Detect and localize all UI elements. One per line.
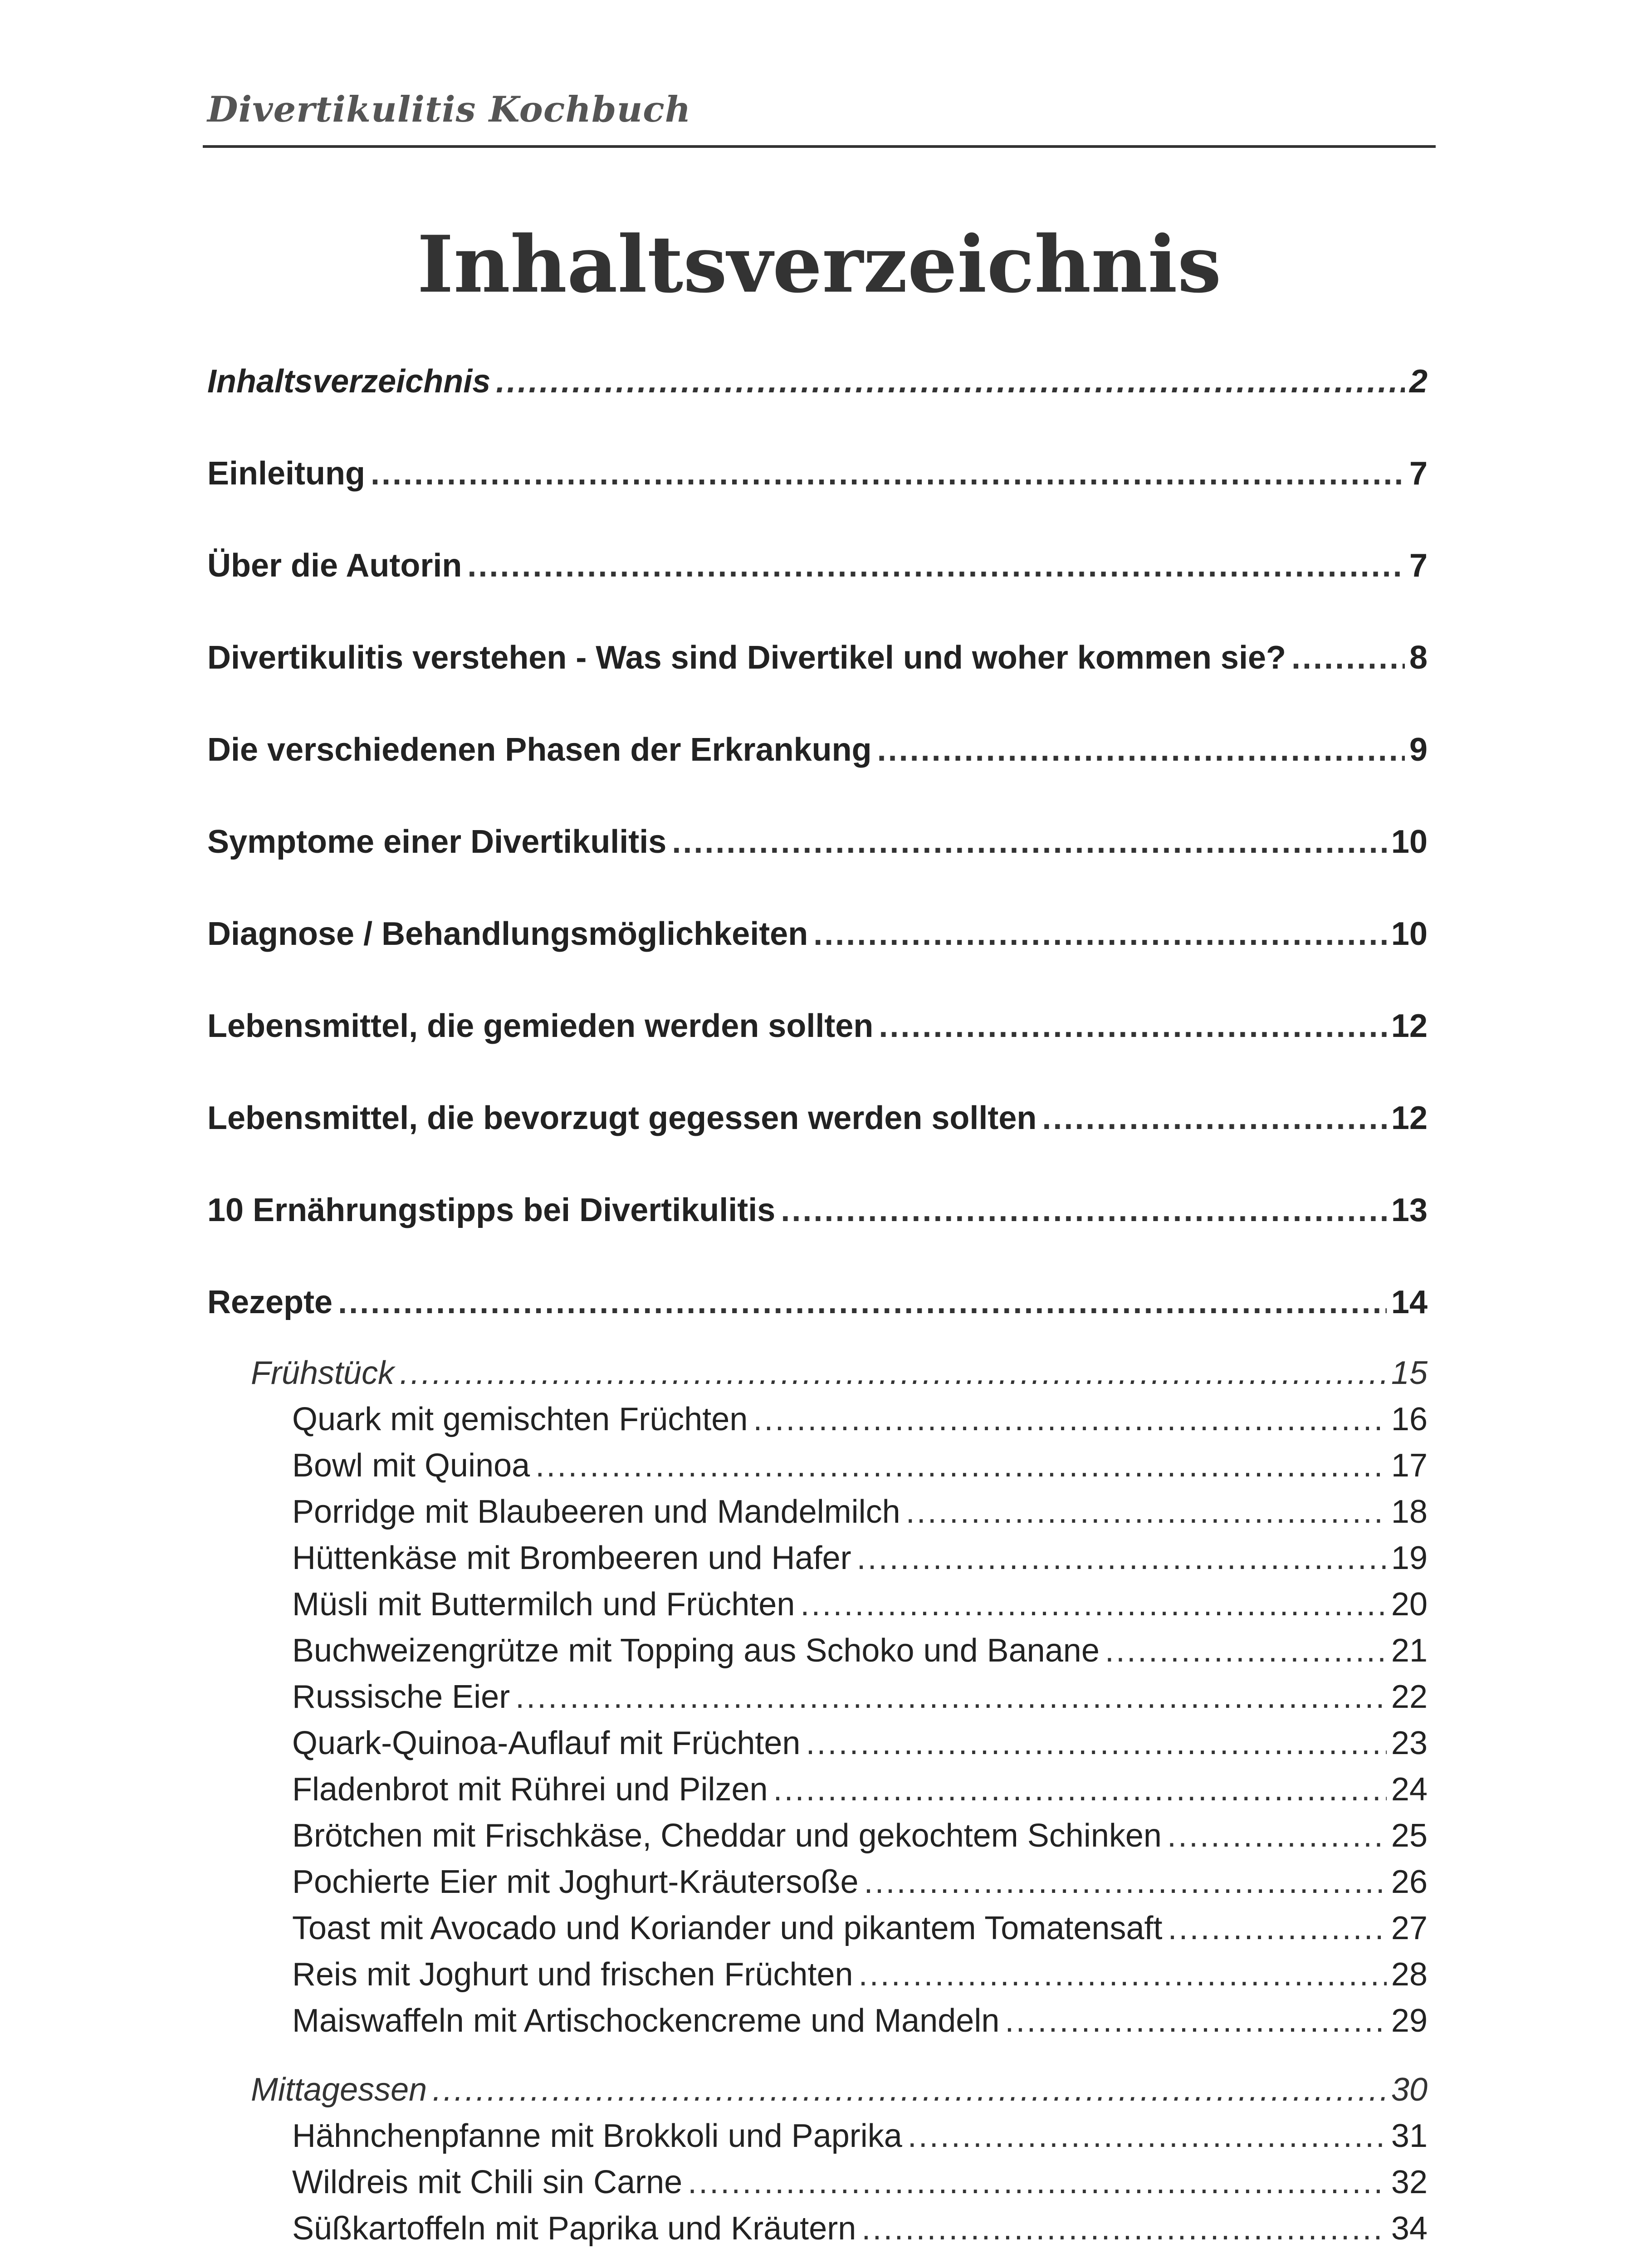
toc-page-number: 2 <box>1409 363 1428 400</box>
toc-page-number: 29 <box>1391 2003 1428 2039</box>
toc-leader <box>1167 1817 1387 1854</box>
toc-recipe-entry[interactable] <box>292 2002 1428 2039</box>
toc-entry-label: Divertikulitis verstehen - Was sind Divertikel und woher kommen sie? <box>207 640 1286 676</box>
toc-section-mittagessen[interactable] <box>251 2071 1428 2108</box>
toc-leader <box>688 2164 1387 2201</box>
toc-leader <box>857 1540 1387 1577</box>
toc-leader <box>877 731 1405 768</box>
toc-page-number: 28 <box>1391 1956 1428 1993</box>
toc-entry-label: Frühstück <box>251 1355 395 1391</box>
toc-page-number: 15 <box>1391 1355 1428 1391</box>
toc-entry-label: Brötchen mit Frischkäse, Cheddar und gekochtem Schinken <box>292 1818 1162 1854</box>
toc-recipe-entry[interactable] <box>292 1632 1428 1669</box>
toc-leader <box>806 1725 1386 1762</box>
toc-entry-label: Pochierte Eier mit Joghurt-Kräutersoße <box>292 1864 859 1900</box>
toc-entry-label: Mittagessen <box>251 2072 427 2108</box>
toc-entry-divertikulitis-verstehen[interactable] <box>207 639 1428 676</box>
toc-page-number: 25 <box>1391 1818 1428 1854</box>
page-title: Inhaltsverzeichnis <box>417 218 1222 310</box>
toc-entry-label: Maiswaffeln mit Artischockencreme und Mandeln <box>292 2003 1000 2039</box>
toc-page-number: 7 <box>1409 455 1428 492</box>
toc-entry-label: Buchweizengrütze mit Topping aus Schoko und Banane <box>292 1633 1100 1669</box>
toc-entry-label: Diagnose / Behandlungsmöglichkeiten <box>207 916 808 952</box>
toc-recipe-entry[interactable] <box>292 1401 1428 1438</box>
toc-leader <box>371 455 1405 492</box>
toc-page-number: 32 <box>1391 2164 1428 2200</box>
toc-recipe-entry[interactable] <box>292 1586 1428 1623</box>
toc-recipe-entry[interactable] <box>292 2210 1428 2247</box>
toc-entry-label: Hüttenkäse mit Brombeeren und Hafer <box>292 1540 851 1576</box>
toc-page-number: 7 <box>1409 547 1428 584</box>
toc-page-number: 17 <box>1391 1447 1428 1484</box>
toc-recipe-entry[interactable] <box>292 1678 1428 1716</box>
toc-recipe-entry[interactable] <box>292 1910 1428 1947</box>
toc-entry-label: Fladenbrot mit Rührei und Pilzen <box>292 1771 768 1808</box>
toc-entry-label: Quark mit gemischten Früchten <box>292 1401 748 1437</box>
toc-leader <box>1005 2002 1387 2039</box>
toc-entry-label: Lebensmittel, die bevorzugt gegessen werden sollten <box>207 1100 1037 1136</box>
toc-page-number: 16 <box>1391 1401 1428 1437</box>
toc-entry-label: Symptome einer Divertikulitis <box>207 824 667 860</box>
toc-page-number: 9 <box>1409 732 1428 768</box>
toc-leader <box>781 1192 1387 1229</box>
toc-entry-label: Inhaltsverzeichnis <box>207 363 491 400</box>
toc-recipe-entry[interactable] <box>292 1956 1428 1993</box>
toc-leader <box>1168 1910 1387 1947</box>
toc-entry-label: Wildreis mit Chili sin Carne <box>292 2164 683 2200</box>
toc-page-number: 26 <box>1391 1864 1428 1900</box>
toc-entry-symptome[interactable] <box>207 823 1428 860</box>
toc-leader <box>753 1401 1387 1438</box>
toc-page-number: 27 <box>1391 1910 1428 1946</box>
toc-recipe-entry[interactable] <box>292 1771 1428 1808</box>
toc-leader <box>1042 1100 1387 1137</box>
toc-entry-lebensmittel-bevorzugt[interactable] <box>207 1100 1428 1137</box>
toc-page-number: 19 <box>1391 1540 1428 1576</box>
toc-page-number: 22 <box>1391 1679 1428 1715</box>
toc-entry-label: Quark-Quinoa-Auflauf mit Früchten <box>292 1725 801 1761</box>
toc-entry-label: Süßkartoffeln mit Paprika und Kräutern <box>292 2210 856 2247</box>
toc-recipe-entry[interactable] <box>292 1863 1428 1901</box>
toc-leader <box>515 1678 1387 1716</box>
toc-entry-label: Russische Eier <box>292 1679 510 1715</box>
toc-leader <box>813 915 1387 953</box>
toc-recipe-entry[interactable] <box>292 1447 1428 1484</box>
toc-leader <box>400 1354 1387 1392</box>
toc-page-number: 20 <box>1391 1586 1428 1623</box>
toc-leader <box>1105 1632 1387 1669</box>
toc-recipe-entry[interactable] <box>292 2117 1428 2155</box>
toc-entry-label: Porridge mit Blaubeeren und Mandelmilch <box>292 1494 900 1530</box>
toc-leader <box>859 1956 1387 1993</box>
toc-page-number: 21 <box>1391 1633 1428 1669</box>
toc-entry-label: Bowl mit Quinoa <box>292 1447 530 1484</box>
toc-entry-label: Lebensmittel, die gemieden werden sollten <box>207 1008 874 1044</box>
toc-leader <box>1291 639 1405 676</box>
toc-page-number: 14 <box>1391 1284 1428 1320</box>
toc-section-fruehstueck[interactable] <box>251 1354 1428 1392</box>
toc-leader <box>496 363 1405 400</box>
toc-page-number: 34 <box>1391 2210 1428 2247</box>
toc-page-number: 13 <box>1391 1192 1428 1228</box>
toc-page-number: 23 <box>1391 1725 1428 1761</box>
toc-entry-lebensmittel-gemieden[interactable] <box>207 1007 1428 1045</box>
toc-entry-rezepte[interactable] <box>207 1284 1428 1321</box>
toc-entry-ernaehrungstipps[interactable] <box>207 1192 1428 1229</box>
toc-entry-phasen[interactable] <box>207 731 1428 768</box>
toc-leader <box>672 823 1387 860</box>
toc-page-number: 30 <box>1391 2072 1428 2108</box>
toc-leader <box>908 2117 1387 2155</box>
toc-entry-label: Einleitung <box>207 455 365 492</box>
toc-page-number: 31 <box>1391 2118 1428 2154</box>
toc-leader <box>535 1447 1387 1484</box>
toc-entry-label: Rezepte <box>207 1284 333 1320</box>
toc-entry-label: Die verschiedenen Phasen der Erkrankung <box>207 732 872 768</box>
toc-leader <box>879 1007 1387 1045</box>
toc-recipe-entry[interactable] <box>292 2164 1428 2201</box>
toc-page-number: 24 <box>1391 1771 1428 1808</box>
toc-entry-label: Hähnchenpfanne mit Brokkoli und Paprika <box>292 2118 902 2154</box>
toc-leader <box>338 1284 1387 1321</box>
toc-page-number: 12 <box>1391 1100 1428 1136</box>
toc-leader <box>906 1493 1387 1530</box>
toc-entry-inhaltsverzeichnis[interactable] <box>207 363 1428 400</box>
running-title: Divertikulitis Kochbuch <box>207 89 691 130</box>
toc-entry-label: Toast mit Avocado und Koriander und pikantem Tomatensaft <box>292 1910 1163 1946</box>
toc-leader <box>800 1586 1387 1623</box>
toc-leader <box>861 2210 1387 2247</box>
toc-page-number: 18 <box>1391 1494 1428 1530</box>
toc-recipe-entry[interactable] <box>292 1493 1428 1530</box>
toc-entry-label: Über die Autorin <box>207 547 462 584</box>
toc-page-number: 10 <box>1391 824 1428 860</box>
toc-entry-label: Reis mit Joghurt und frischen Früchten <box>292 1956 853 1993</box>
toc-entry-diagnose[interactable] <box>207 915 1428 953</box>
toc-page-number: 10 <box>1391 916 1428 952</box>
toc-recipe-entry[interactable] <box>292 1725 1428 1762</box>
toc-leader <box>773 1771 1387 1808</box>
toc-leader <box>432 2071 1387 2108</box>
toc-entry-label: Müsli mit Buttermilch und Früchten <box>292 1586 795 1623</box>
toc-entry-label: 10 Ernährungstipps bei Divertikulitis <box>207 1192 776 1228</box>
toc-leader <box>864 1863 1387 1901</box>
toc-leader <box>467 547 1405 584</box>
toc-page-number: 12 <box>1391 1008 1428 1044</box>
toc-recipe-entry[interactable] <box>292 1817 1428 1854</box>
toc-entry-ueber-die-autorin[interactable] <box>207 547 1428 584</box>
toc-page-number: 8 <box>1409 640 1428 676</box>
toc-recipe-entry[interactable] <box>292 1540 1428 1577</box>
toc-entry-einleitung[interactable] <box>207 455 1428 492</box>
